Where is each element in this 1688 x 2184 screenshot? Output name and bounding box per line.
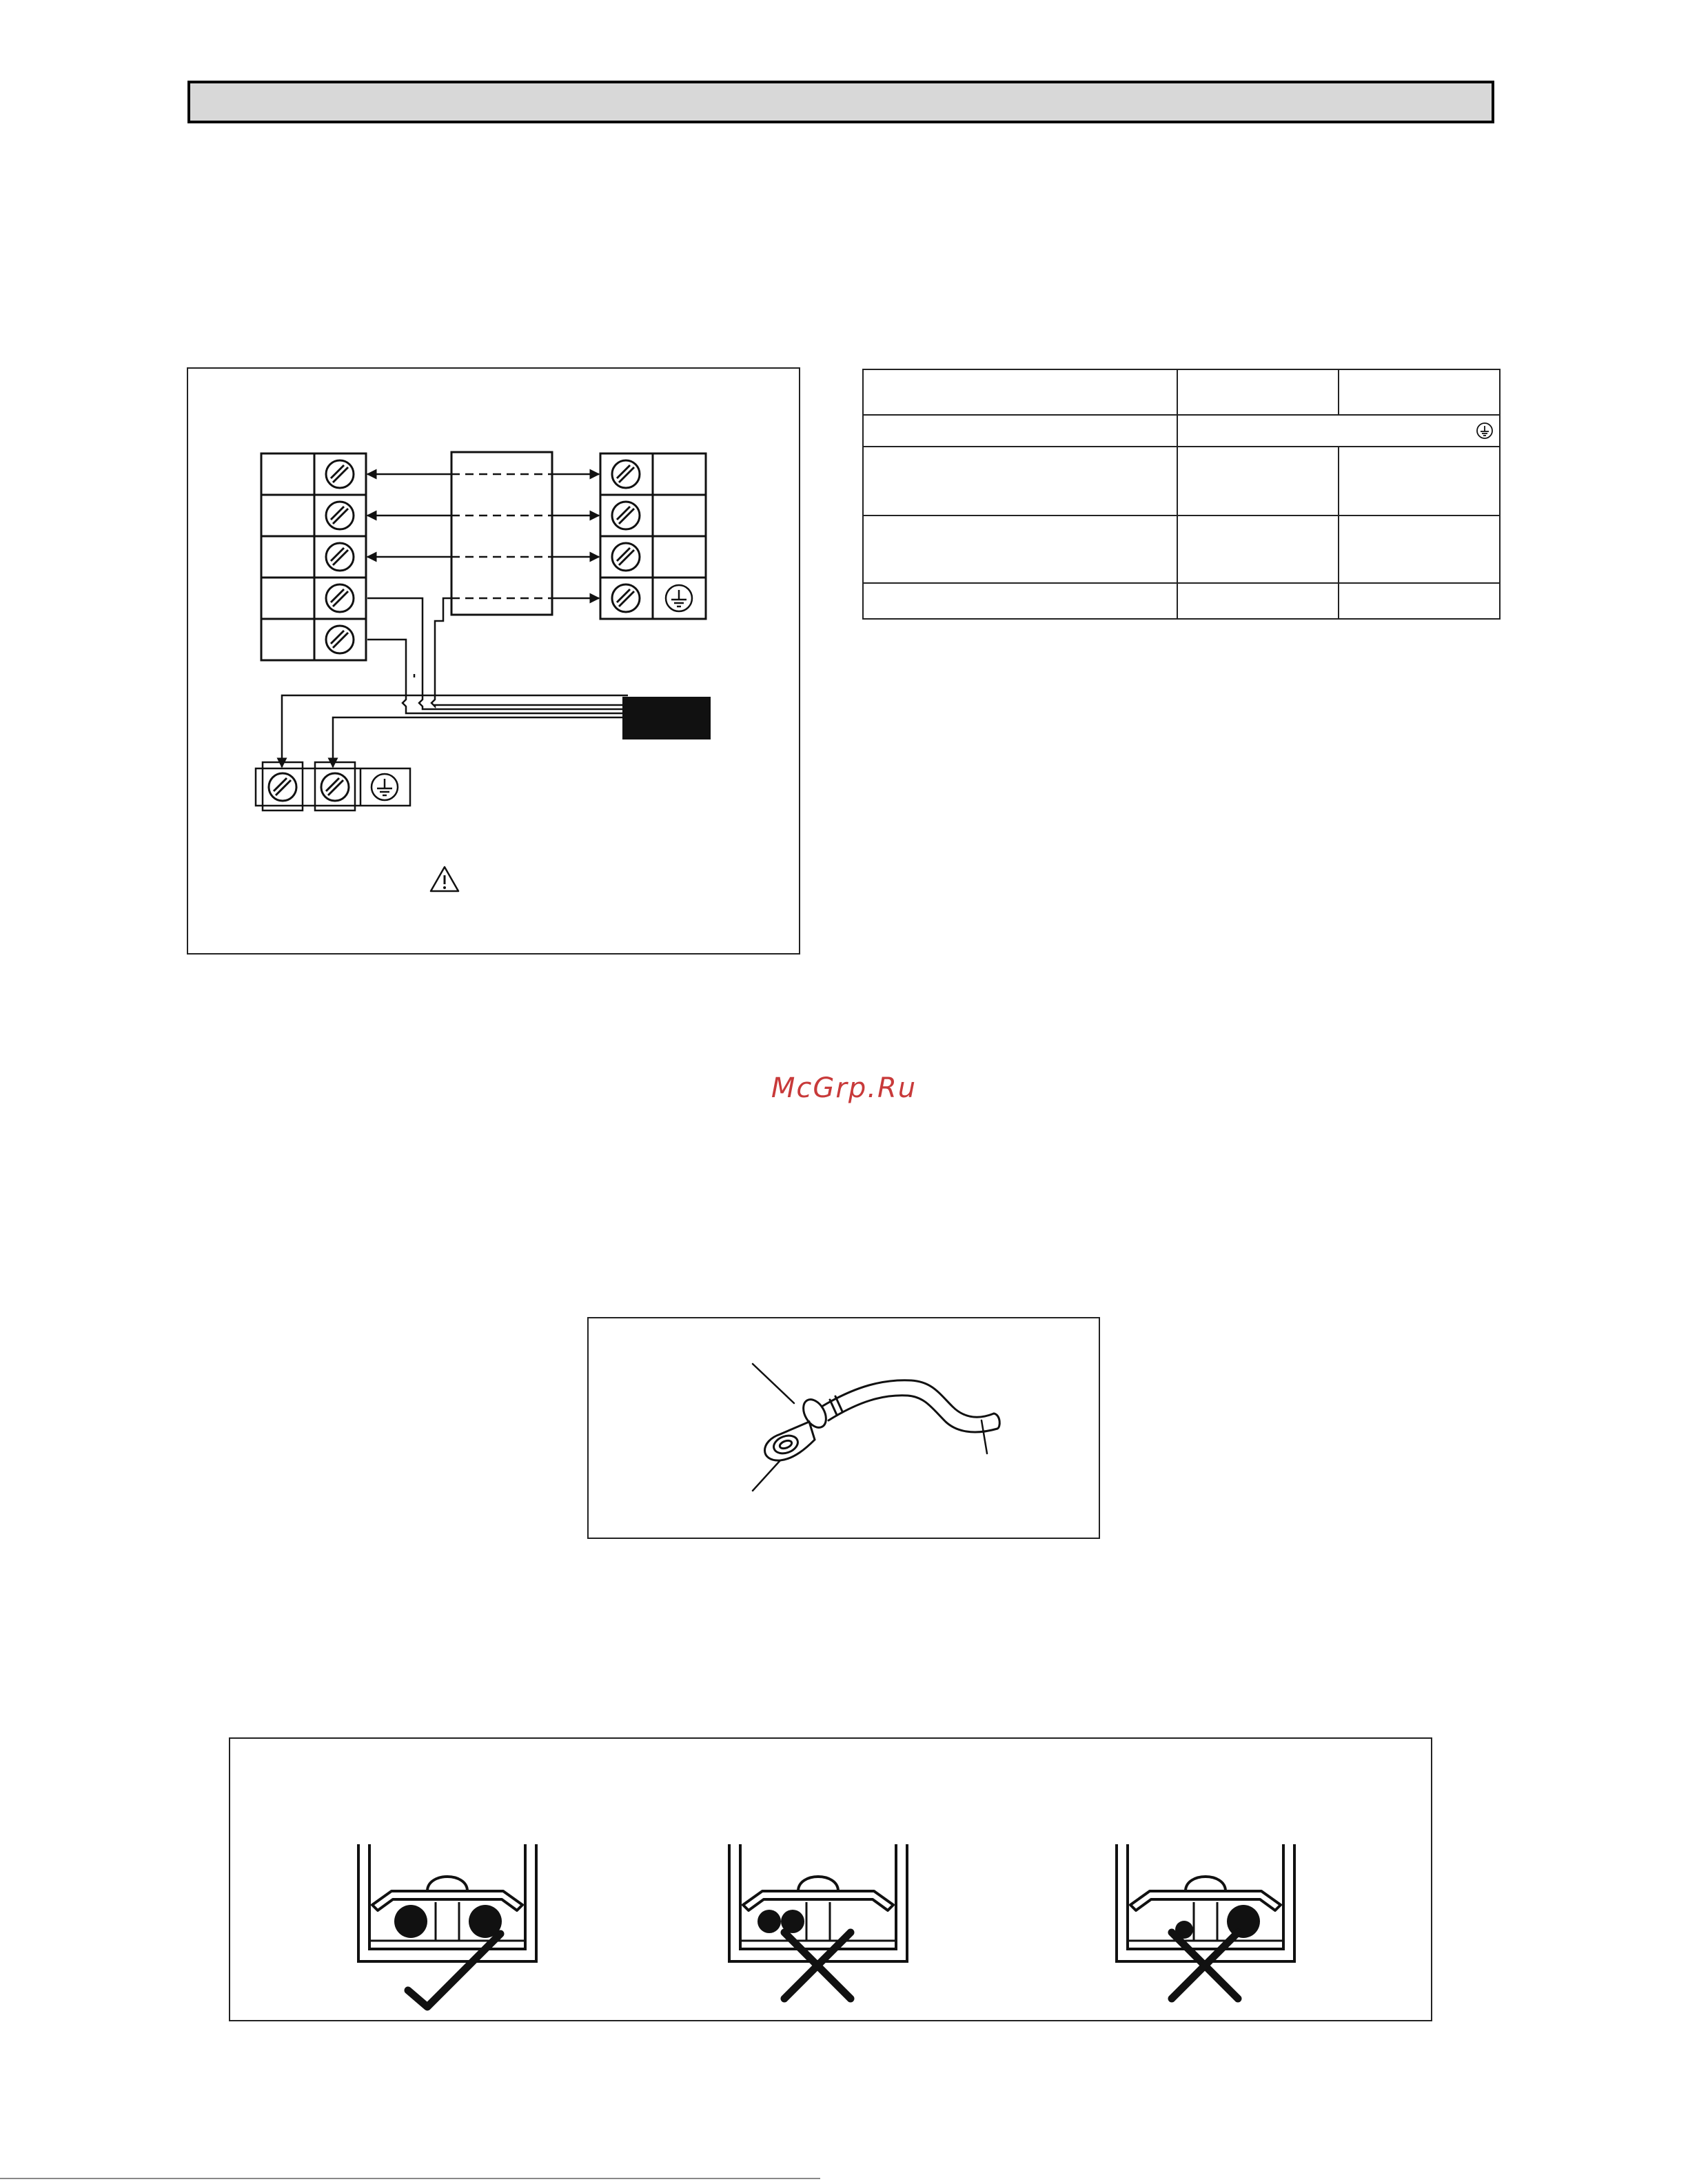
footer-rule: [0, 2178, 820, 2179]
table-cell: [1177, 516, 1339, 583]
table-cell: [863, 516, 1177, 583]
earth-ground-icon: [1476, 422, 1494, 440]
table-cell: [863, 369, 1177, 415]
table-cell: [1177, 583, 1339, 619]
screw-terminal-icon: [612, 460, 640, 488]
table-cell: [1177, 369, 1339, 415]
screw-terminal-icon: [326, 543, 354, 571]
table-row: [863, 447, 1500, 516]
table-cell: [1339, 447, 1500, 516]
table-cell: [1177, 447, 1339, 516]
check-mark-icon: [408, 1934, 500, 2007]
watermark-text: McGrp.Ru: [771, 1072, 917, 1104]
outdoor-terminal-block: [600, 453, 706, 619]
wire-spec-table: [862, 369, 1501, 620]
table-cell: [1339, 583, 1500, 619]
wiring-diagram: [187, 367, 800, 955]
table-cell: [1339, 516, 1500, 583]
power-supply-block: [622, 697, 711, 739]
screw-terminal-icon: [326, 626, 354, 653]
clamp-example-correct: [358, 1844, 536, 2007]
screw-terminal-icon: [321, 773, 349, 801]
table-row: [863, 516, 1500, 583]
screw-terminal-icon: [326, 584, 354, 612]
table-cell: [863, 447, 1177, 516]
clamp-example-incorrect: [729, 1844, 907, 1999]
table-header-row: [863, 369, 1500, 415]
table-cell: [863, 583, 1177, 619]
earth-ground-icon: [666, 585, 692, 611]
indoor-terminal-block: [261, 453, 366, 660]
table-cell: [863, 415, 1177, 447]
cross-mark-icon: [1172, 1932, 1238, 1999]
section-title-bar: [187, 81, 1494, 123]
ring-terminal-figure: [587, 1317, 1100, 1539]
screw-terminal-icon: [326, 502, 354, 529]
table-row: [863, 415, 1500, 447]
table-row: [863, 583, 1500, 619]
screw-terminal-icon: [612, 584, 640, 612]
interconnect-box: [451, 452, 552, 615]
table-cell: [1177, 415, 1500, 447]
screw-terminal-icon: [326, 460, 354, 488]
cross-mark-icon: [784, 1932, 851, 1999]
warning-triangle-icon: [431, 867, 458, 891]
earth-ground-icon: [372, 774, 398, 800]
clamp-examples: [229, 1737, 1432, 2021]
clamp-example-incorrect: [1117, 1844, 1294, 1999]
screw-terminal-icon: [612, 502, 640, 529]
screw-terminal-icon: [612, 543, 640, 571]
table-cell: [1339, 369, 1500, 415]
screw-terminal-icon: [269, 773, 296, 801]
power-terminal-block: [256, 762, 410, 810]
